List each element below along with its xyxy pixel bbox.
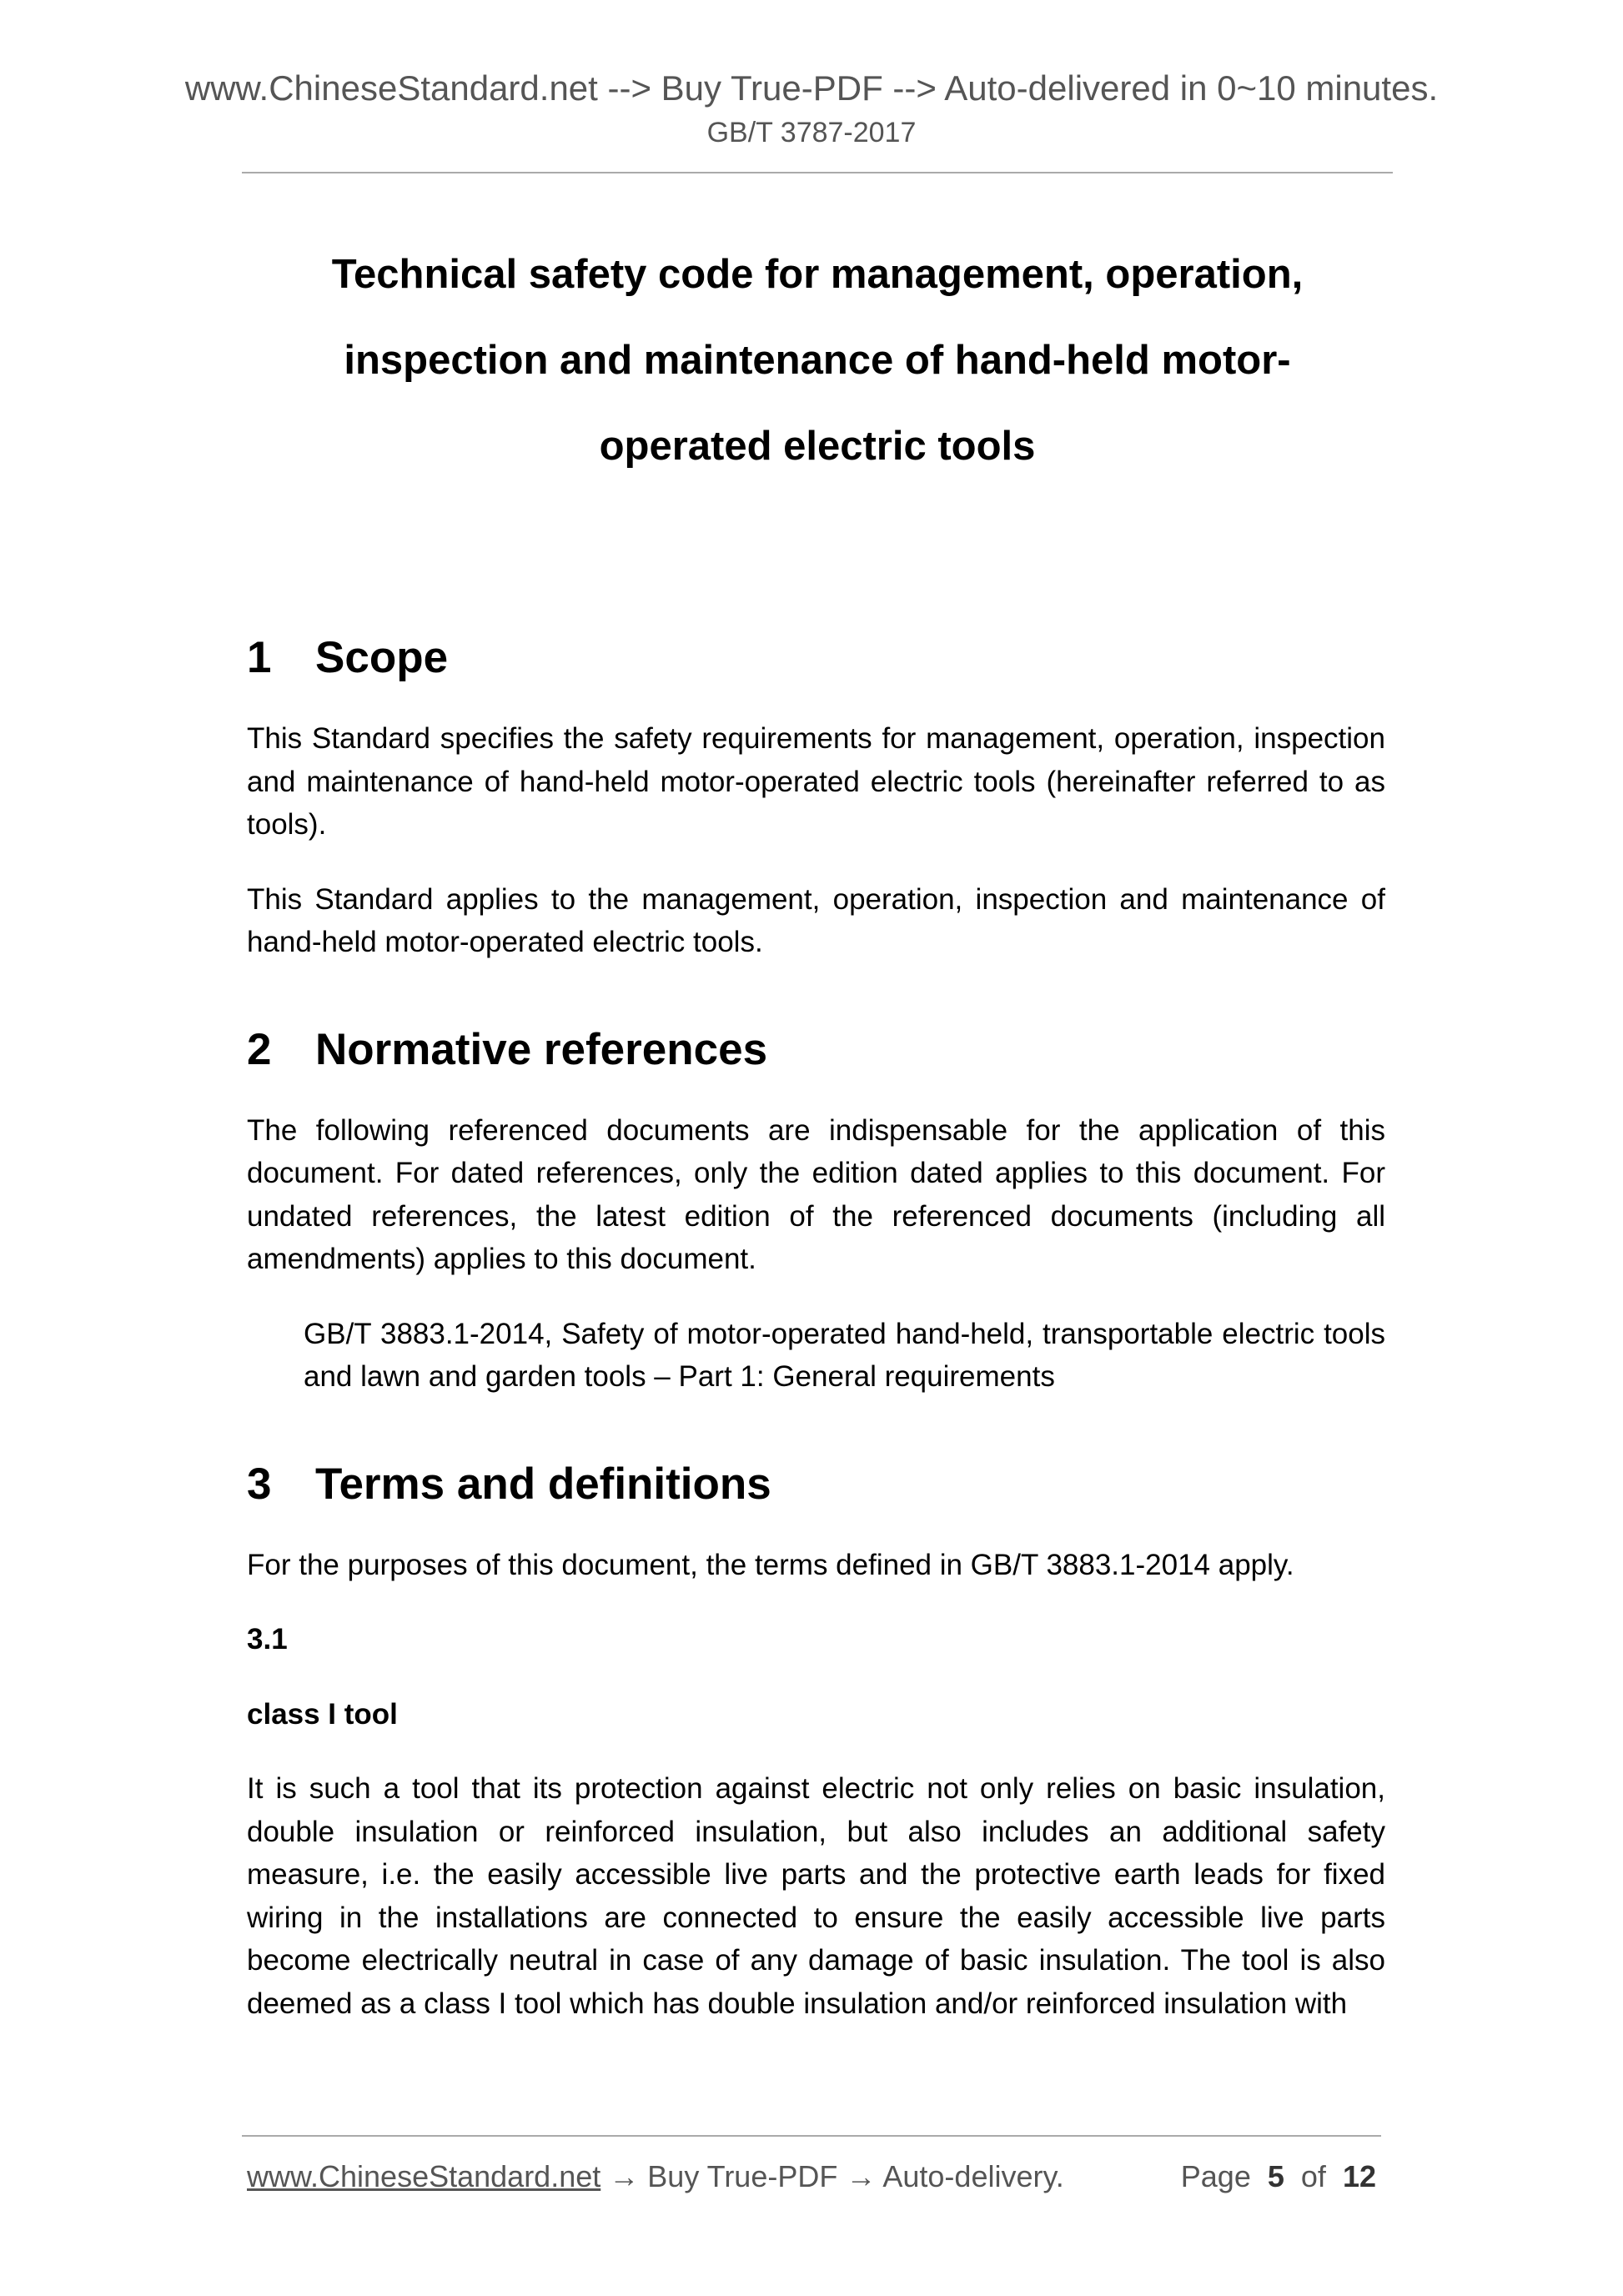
term-name: class I tool bbox=[247, 1697, 398, 1731]
arrow-right-icon: → bbox=[846, 2159, 877, 2193]
section-heading-scope bbox=[247, 622, 1385, 694]
section-number: 3 bbox=[247, 1459, 272, 1509]
page-current: 5 bbox=[1267, 2159, 1284, 2193]
footer-divider bbox=[242, 2135, 1381, 2137]
scope-paragraph-1: This Standard specifies the safety requirements for management, operation, inspection and maintenance of hand-held motor-operated electric tools (hereinafter referred to as tools). bbox=[247, 722, 1385, 841]
header-promo: www.ChineseStandard.net --> Buy True-PDF --> Auto-delivered in 0~10 minutes. bbox=[184, 68, 1439, 108]
section-title: Terms and definitions bbox=[315, 1459, 771, 1509]
normative-reference-item: GB/T 3883.1-2014, Safety of motor-operated hand-held, transportable electric tools and lawn and garden tools – Part 1: General requirements bbox=[304, 1317, 1385, 1393]
section-number: 1 bbox=[247, 633, 272, 682]
term-definition: It is such a tool that its protection against electric not only relies on basic insulation, double insulation or reinforced insulation, but also includes an additional safety measure, i.e. the easily accessible live parts and the protective earth leads for fixed wiring in the installations are connected to ensure the easily accessible live parts become electrically neutral in case of any damage of basic insulation. The tool is also deemed as a class I tool which has double insulation and/or reinforced insulation with bbox=[247, 1772, 1385, 2020]
footer-delivery-text: Auto-delivery. bbox=[882, 2159, 1064, 2193]
footer-site-link[interactable]: www.ChineseStandard.net bbox=[247, 2159, 601, 2193]
section-title: Normative references bbox=[315, 1024, 768, 1074]
title-line-3: operated electric tools bbox=[599, 424, 1036, 469]
section-title: Scope bbox=[315, 633, 449, 682]
page-number bbox=[1181, 2158, 1376, 2196]
term-number: 3.1 bbox=[247, 1623, 288, 1655]
page-header bbox=[0, 65, 1623, 152]
title-line-1: Technical safety code for management, operation, bbox=[331, 252, 1304, 297]
page-label: Page bbox=[1180, 2159, 1251, 2193]
page-footer bbox=[247, 2158, 1381, 2196]
title-line-2: inspection and maintenance of hand-held motor- bbox=[344, 338, 1291, 383]
document-title bbox=[209, 232, 1426, 490]
page-of-label: of bbox=[1300, 2159, 1326, 2193]
document-body bbox=[247, 622, 1385, 2025]
arrow-right-icon: → bbox=[609, 2159, 640, 2193]
scope-paragraph-2: This Standard applies to the management, operation, inspection and maintenance of hand-held motor-operated electric tools. bbox=[247, 882, 1385, 958]
terms-paragraph-1: For the purposes of this document, the terms defined in GB/T 3883.1-2014 apply. bbox=[247, 1548, 1294, 1581]
section-heading-normative-references bbox=[247, 1014, 1385, 1086]
header-divider bbox=[242, 172, 1393, 173]
footer-buy-text: Buy True-PDF bbox=[647, 2159, 838, 2193]
section-number: 2 bbox=[247, 1024, 272, 1074]
page-total: 12 bbox=[1342, 2159, 1376, 2193]
normative-paragraph-1: The following referenced documents are indispensable for the application of this document. For dated references, only the edition dated applies to this document. For undated references, the latest edition of the referenced documents (including all amendments) applies to this document. bbox=[247, 1113, 1385, 1275]
section-heading-terms bbox=[247, 1449, 1385, 1520]
header-standard-number: GB/T 3787-2017 bbox=[706, 117, 917, 148]
